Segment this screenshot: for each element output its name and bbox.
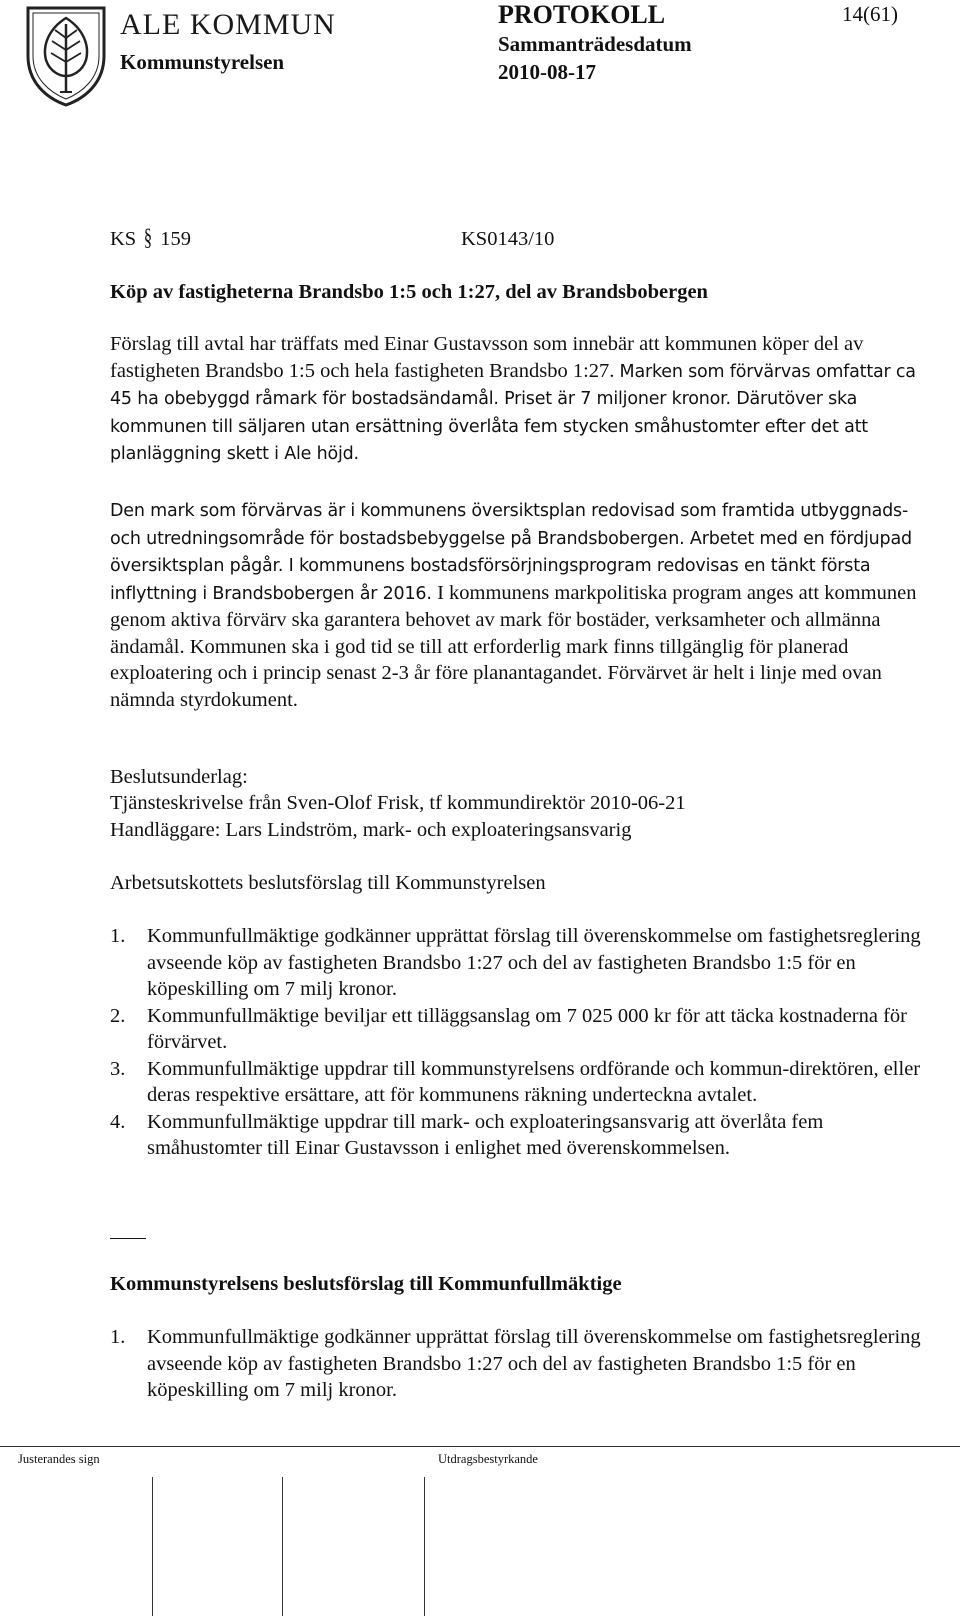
separator-line [110, 1238, 146, 1239]
document-type: PROTOKOLL [498, 0, 666, 29]
committee-proposal-heading: Arbetsutskottets beslutsförslag till Kommunstyrelsen [110, 872, 546, 894]
signature-box-divider [282, 1477, 283, 1616]
item-number: 3. [110, 1057, 126, 1080]
committee-proposal-list [110, 923, 930, 1162]
extract-certification-label: Utdragsbestyrkande [438, 1452, 538, 1466]
case-number [110, 226, 191, 253]
item-text: Kommunfullmäktige uppdrar till mark- och exploateringsansvarig att överlåta fem småhustomter till Einar Gustavsson i enlighet med överenskommelsen. [147, 1110, 824, 1159]
list-item [110, 923, 930, 1003]
decision-basis-item: Handläggare: Lars Lindström, mark- och exploateringsansvarig [110, 819, 632, 841]
decision-basis-heading: Beslutsunderlag: [110, 766, 248, 788]
list-item [110, 1324, 930, 1404]
paragraph-text: I kommunens markpolitiska program anges att kommunen genom aktiva förvärv ska garantera behovet av mark för bostäder, verksamheter och allmänna ändamål. Kommunen ska i god tid se till att erforderlig mark finns tillgänglig för planerad exploatering och i princip senast 2-3 år före planantagandet. Förvärvet är helt i linje med ovan nämnda styrdokument. [110, 581, 917, 711]
item-number: 2. [110, 1004, 126, 1027]
case-title: Köp av fastigheterna Brandsbo 1:5 och 1:27, del av Brandsbobergen [110, 281, 708, 303]
item-text: Kommunfullmäktige uppdrar till kommunstyrelsens ordförande och kommun-direktören, eller deras respektive ersättare, att för kommunens räkning underteckna avtalet. [147, 1057, 921, 1106]
section-sign: § [144, 225, 153, 251]
signature-box-divider [152, 1477, 153, 1616]
meeting-date: 2010-08-17 [498, 60, 596, 84]
meeting-date-label: Sammanträdesdatum [498, 32, 692, 56]
item-text: Kommunfullmäktige godkänner upprättat förslag till överenskommelse om fastighetsreglering avseende köp av fastigheten Brandsbo 1:27 och del av fastigheten Brandsbo 1:5 för en köpeskilling om 7 milj kronor. [147, 1326, 921, 1401]
board-proposal-list [110, 1324, 930, 1404]
paragraph-text: I kommunens bostadsförsörjningsprogram redovisas en tänkt första inflyttning i Brandsbobergen år 2016. [110, 556, 871, 604]
paragraph-text: Marken som förvärvas omfattar ca 45 ha obebyggd råmark för bostadsändamål. Priset är 7 miljoner kronor. Därutöver ska kommunen till säljaren utan ersättning överlåta fem stycken småhustomter efter det att planläggning skett i Ale höjd. [110, 361, 916, 464]
case-number-value: 159 [160, 228, 191, 250]
item-number: 4. [110, 1110, 126, 1133]
paragraph-text: Den mark som förvärvas är i kommunens översiktsplan redovisad som framtida utbyggnads- och utredningsområde för bostadsbebyggelse på Brandsbobergen. [110, 501, 909, 549]
item-text: Kommunfullmäktige godkänner upprättat förslag till överenskommelse om fastighetsreglering avseende köp av fastigheten Brandsbo 1:27 och del av fastigheten Brandsbo 1:5 för en köpeskilling om 7 milj kronor. [147, 925, 921, 1000]
paragraph-text: Arbetet med en fördjupad översiktsplan pågår. [110, 528, 912, 576]
list-item [110, 1056, 930, 1109]
board-proposal-heading: Kommunstyrelsens beslutsförslag till Kommunfullmäktige [110, 1273, 622, 1295]
paragraph-text: Förslag till avtal har träffats med Einar Gustavsson som innebär att kommunen köper del av fastigheten Brandsbo 1:5 och hela fastigheten Brandsbo 1:27. [110, 333, 864, 382]
paragraph-planning-context [110, 497, 930, 713]
adjuster-signature-label: Justerandes sign [18, 1452, 100, 1466]
item-text: Kommunfullmäktige beviljar ett tilläggsanslag om 7 025 000 kr för att täcka kostnaderna för förvärvet. [147, 1004, 908, 1053]
footer-divider [0, 1446, 960, 1447]
signature-box-divider [424, 1477, 425, 1616]
organization-unit: Kommunstyrelsen [120, 50, 285, 74]
organization-name: ALE KOMMUN [120, 8, 336, 41]
page-number: 14(61) [842, 2, 898, 26]
list-item [110, 1003, 930, 1056]
municipality-coat-of-arms-logo [22, 4, 110, 108]
item-number: 1. [110, 925, 126, 947]
item-number: 1. [110, 1326, 126, 1348]
case-prefix: KS [110, 228, 137, 250]
decision-basis-item: Tjänsteskrivelse från Sven-Olof Frisk, tf kommundirektör 2010-06-21 [110, 792, 686, 814]
case-reference: KS0143/10 [461, 228, 555, 250]
paragraph-purchase-agreement [110, 331, 930, 468]
list-item [110, 1109, 930, 1162]
